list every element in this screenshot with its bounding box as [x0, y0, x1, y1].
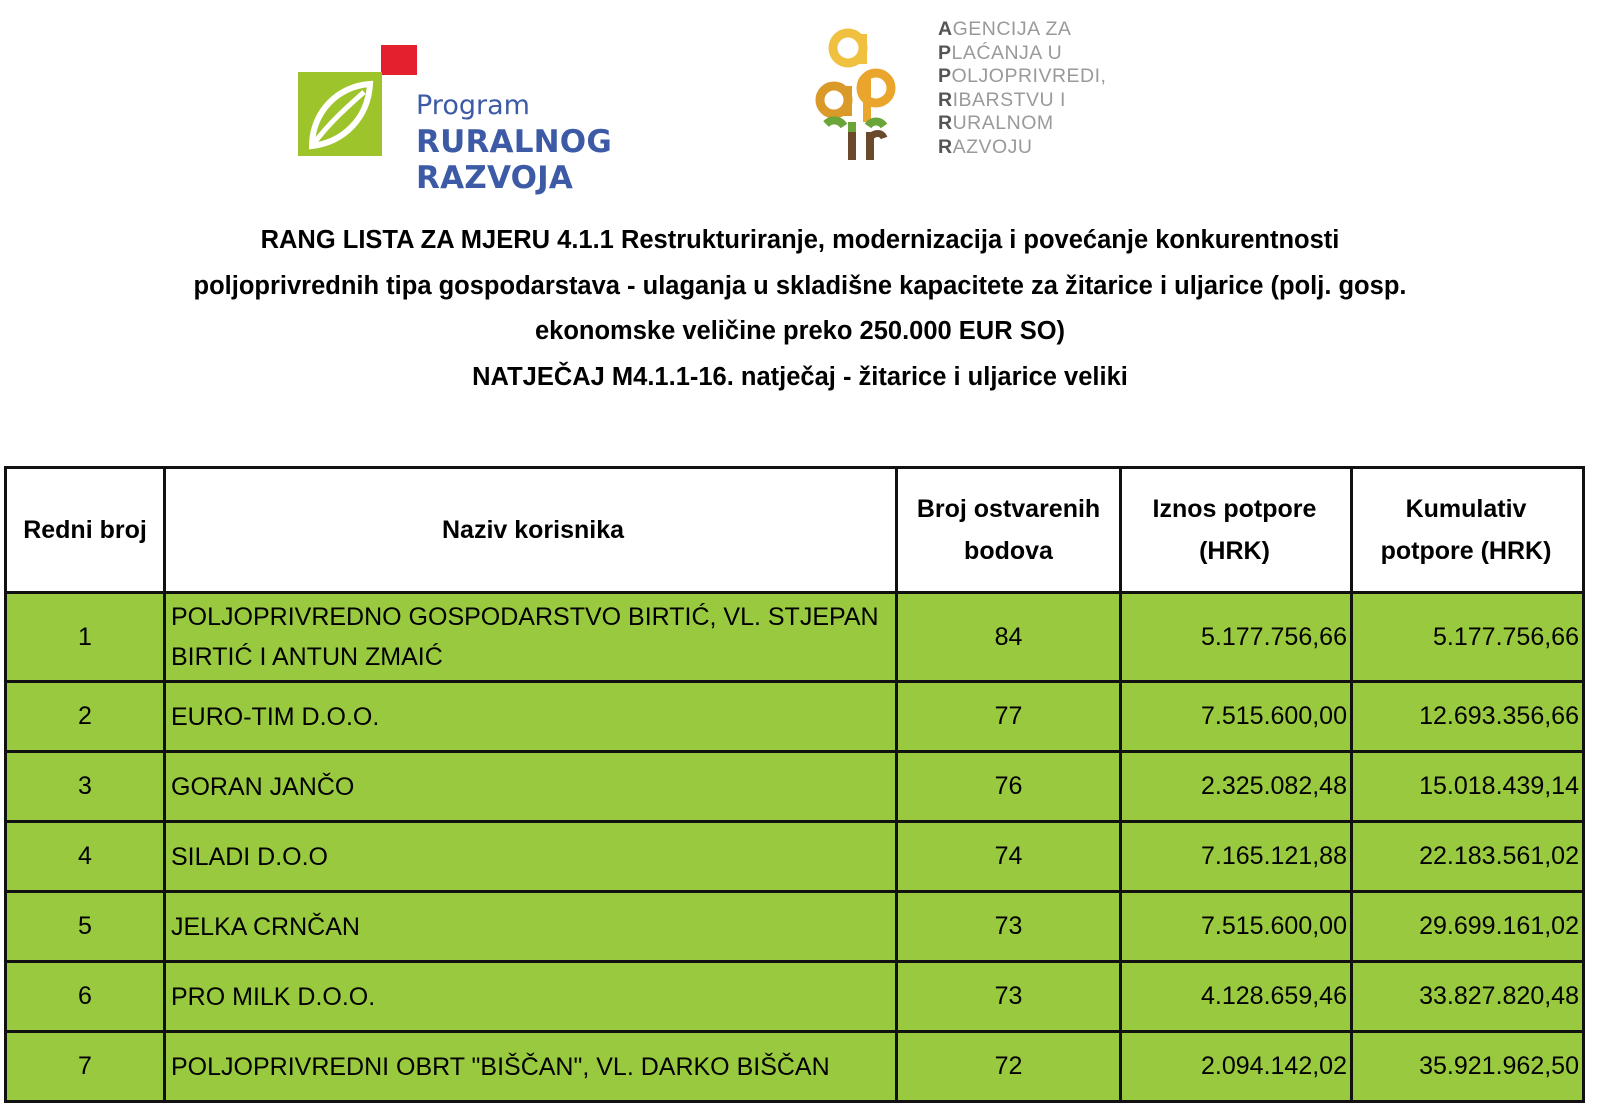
cell-rank: 1 — [6, 593, 165, 682]
header-cumulative: Kumulativ potpore (HRK) — [1352, 468, 1584, 593]
logo-ruralnog-razvoja-text: RURALNOG RAZVOJA — [416, 124, 613, 196]
apprr-line: RURALNOM — [938, 112, 1054, 134]
cell-name: JELKA CRNČAN — [165, 892, 897, 962]
cell-points: 76 — [897, 752, 1121, 822]
table-row — [6, 1032, 1584, 1102]
table-row — [6, 892, 1584, 962]
title-line-2: poljoprivrednih tipa gospodarstava - ulaganja u skladišne kapacitete za žitarice i uljarice (polj. gosp. — [193, 271, 1407, 300]
cell-cumulative: 12.693.356,66 — [1352, 682, 1584, 752]
cell-name: GORAN JANČO — [165, 752, 897, 822]
apprr-logo — [810, 14, 1150, 164]
cell-points: 73 — [897, 892, 1121, 962]
cell-points: 74 — [897, 822, 1121, 892]
title-line-3: ekonomske veličine preko 250.000 EUR SO) — [534, 317, 1066, 345]
cell-rank: 2 — [6, 682, 165, 752]
apprr-line: AGENCIJA ZA — [938, 18, 1072, 40]
ranking-table — [4, 466, 1585, 1103]
cell-rank: 3 — [6, 752, 165, 822]
table-row — [6, 593, 1584, 682]
header-name: Naziv korisnika — [165, 468, 897, 593]
apprr-letters-mark-icon — [810, 14, 910, 164]
cell-amount: 4.128.659,46 — [1121, 962, 1352, 1032]
document-title — [0, 218, 1600, 400]
cell-cumulative: 29.699.161,02 — [1352, 892, 1584, 962]
apprr-name-text — [938, 18, 1106, 159]
cell-amount: 2.325.082,48 — [1121, 752, 1352, 822]
cell-name: PRO MILK D.O.O. — [165, 962, 897, 1032]
cell-cumulative: 5.177.756,66 — [1352, 593, 1584, 682]
cell-cumulative: 33.827.820,48 — [1352, 962, 1584, 1032]
cell-points: 72 — [897, 1032, 1121, 1102]
program-ruralnog-razvoja-logo — [298, 40, 768, 196]
cell-amount: 7.515.600,00 — [1121, 892, 1352, 962]
table-row — [6, 822, 1584, 892]
cell-points: 77 — [897, 682, 1121, 752]
cell-rank: 4 — [6, 822, 165, 892]
cell-amount: 7.165.121,88 — [1121, 822, 1352, 892]
cell-points: 84 — [897, 593, 1121, 682]
logo-red-square — [381, 45, 417, 75]
cell-cumulative: 22.183.561,02 — [1352, 822, 1584, 892]
cell-name: POLJOPRIVREDNO GOSPODARSTVO BIRTIĆ, VL. STJEPAN BIRTIĆ I ANTUN ZMAIĆ — [165, 593, 897, 682]
header-points: Broj ostvarenih bodova — [897, 468, 1121, 593]
cell-amount: 5.177.756,66 — [1121, 593, 1352, 682]
cell-name: EURO-TIM D.O.O. — [165, 682, 897, 752]
apprr-line: RAZVOJU — [938, 135, 1033, 158]
leaf-icon — [298, 72, 382, 156]
cell-amount: 2.094.142,02 — [1121, 1032, 1352, 1102]
cell-amount: 7.515.600,00 — [1121, 682, 1352, 752]
table-row — [6, 682, 1584, 752]
header-amount: Iznos potpore (HRK) — [1121, 468, 1352, 593]
title-line-1: RANG LISTA ZA MJERU 4.1.1 Restrukturiranje, modernizacija i povećanje konkurentnosti — [260, 226, 1340, 254]
cell-points: 73 — [897, 962, 1121, 1032]
table-row — [6, 962, 1584, 1032]
table-row — [6, 752, 1584, 822]
cell-name: SILADI D.O.O — [165, 822, 897, 892]
logo-program-text: Program — [416, 90, 530, 121]
header-rank: Redni broj — [6, 468, 165, 593]
table-header-row — [6, 468, 1584, 593]
apprr-line: RIBARSTVU I — [938, 88, 1066, 111]
cell-rank: 7 — [6, 1032, 165, 1102]
title-line-4: NATJEČAJ M4.1.1-16. natječaj - žitarice i uljarice veliki — [472, 362, 1128, 391]
logos-header — [0, 0, 1600, 200]
apprr-line: PLAĆANJA U — [938, 41, 1063, 64]
cell-cumulative: 35.921.962,50 — [1352, 1032, 1584, 1102]
cell-cumulative: 15.018.439,14 — [1352, 752, 1584, 822]
cell-rank: 6 — [6, 962, 165, 1032]
cell-rank: 5 — [6, 892, 165, 962]
cell-name: POLJOPRIVREDNI OBRT "BIŠČAN", VL. DARKO BIŠČAN — [165, 1032, 897, 1102]
apprr-line: POLJOPRIVREDI, — [938, 65, 1107, 87]
